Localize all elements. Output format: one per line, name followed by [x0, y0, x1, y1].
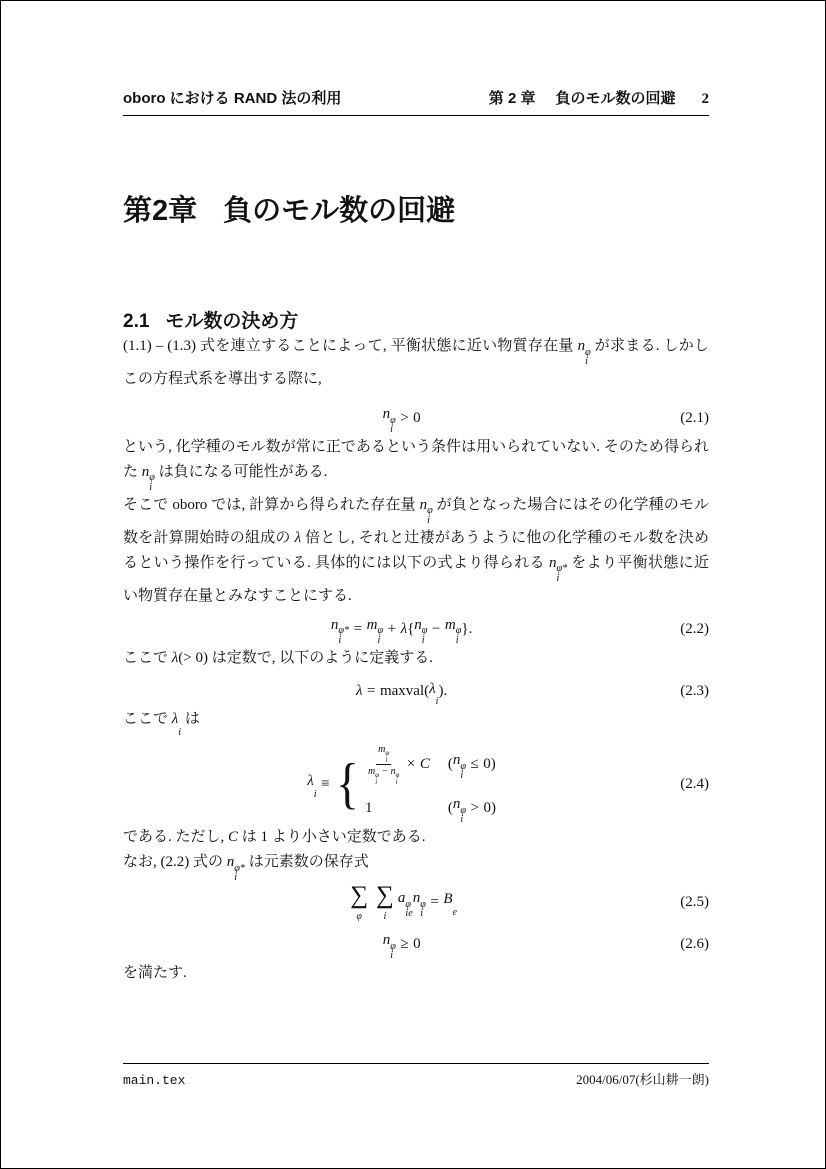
math-summation	[350, 883, 368, 922]
math-scripts	[385, 751, 389, 764]
cases-brace: {	[336, 753, 359, 816]
math-scripts	[234, 864, 245, 883]
math-subscript: i	[375, 778, 378, 786]
math-text: は 1 より小さい定数である.	[238, 829, 426, 846]
math-superscript: φ	[377, 625, 384, 637]
equation-number: (2.5)	[680, 894, 709, 911]
math-variable: n	[226, 854, 235, 871]
math-operator: >	[470, 800, 479, 817]
paragraph	[123, 850, 709, 883]
paragraph	[123, 825, 709, 850]
cases-expression	[365, 796, 430, 821]
math-variable: C	[419, 756, 430, 773]
math-text: をより平衡状態に近い物質存在量とみなすことにする.	[123, 554, 709, 604]
math-text: ).	[438, 683, 448, 700]
math-subsup	[331, 613, 349, 646]
math-cases	[334, 743, 496, 825]
math-variable: n	[390, 766, 396, 778]
math-text: は負になる可能性がある.	[154, 463, 328, 480]
math-text: 1	[364, 800, 373, 817]
math-superscript: φ*	[234, 862, 245, 874]
math-variable: λ	[171, 710, 179, 727]
math-operator: >	[400, 409, 409, 426]
math-operator: ≥	[400, 936, 409, 953]
math-scripts	[556, 564, 567, 583]
math-subsup	[390, 766, 400, 786]
math-operator: =	[353, 620, 363, 637]
math-subscript: i	[460, 770, 464, 782]
equation-math	[123, 613, 680, 646]
math-subsup	[429, 677, 438, 707]
math-scripts	[377, 626, 383, 645]
summation-index	[384, 912, 387, 922]
math-operator: =	[367, 683, 376, 700]
math-text: なお, (2.2) 式の	[123, 854, 227, 871]
equation-2-6	[123, 928, 709, 961]
math-text: 倍とし, それと辻褄があうように他の化学種のモル数を決めるという操作を行っている. 具体的には以下の式より得られる	[123, 529, 709, 571]
math-variable: n	[414, 616, 422, 633]
math-scripts	[390, 942, 396, 961]
math-operator: =	[430, 894, 439, 911]
equation-2-4	[123, 743, 709, 825]
math-text: }.	[461, 620, 473, 637]
math-subsup	[419, 496, 433, 527]
math-variable: n	[577, 338, 586, 354]
paragraph	[123, 435, 709, 493]
math-subscript: i	[390, 950, 394, 962]
math-text: (	[447, 800, 453, 817]
math-subsup	[413, 886, 426, 919]
math-superscript: φ	[405, 898, 411, 910]
math-fraction	[367, 743, 400, 786]
math-subsup	[548, 554, 568, 585]
math-scripts	[375, 773, 379, 786]
math-operator: −	[381, 766, 388, 778]
equation-number: (2.6)	[680, 936, 709, 953]
math-scripts	[405, 900, 412, 919]
chapter-number: 第2章	[123, 195, 198, 227]
math-subscript: i	[338, 635, 342, 647]
equation-2-5	[123, 883, 709, 922]
math-variable: n	[382, 932, 391, 949]
math-superscript: φ	[455, 625, 462, 637]
math-variable: C	[228, 829, 239, 846]
sigma-symbol: ∑	[350, 882, 369, 910]
math-subscript: i	[149, 482, 153, 494]
cases-condition	[448, 748, 496, 781]
fraction-denominator	[367, 765, 400, 786]
math-variable: i	[383, 911, 387, 923]
math-text: (	[447, 756, 453, 773]
math-text: {	[407, 620, 415, 637]
math-subscript: ie	[405, 908, 413, 920]
math-subsup	[383, 402, 396, 435]
math-scripts	[396, 773, 400, 786]
math-subscript: i	[420, 908, 424, 920]
page-footer	[123, 1063, 709, 1088]
math-superscript: φ*	[338, 625, 350, 637]
math-superscript: φ	[149, 472, 155, 484]
math-variable: λ	[356, 683, 363, 700]
math-superscript: φ	[585, 346, 591, 358]
math-text: は	[181, 710, 200, 727]
equation-math	[123, 743, 680, 825]
math-scripts	[178, 728, 181, 738]
paragraph	[123, 334, 709, 392]
math-text: 0)	[483, 756, 496, 773]
equation-number: (2.3)	[680, 683, 709, 700]
header-chapter-title: 負のモル数の回避	[555, 90, 676, 107]
math-variable: m	[367, 766, 376, 778]
page-number: 2	[701, 91, 709, 107]
math-subsup	[171, 710, 182, 738]
math-operator: ×	[406, 756, 416, 773]
math-text: ここで	[123, 710, 172, 727]
math-text: は元素数の保存式	[244, 854, 369, 871]
paragraph	[123, 493, 709, 609]
math-variable: λ	[171, 649, 179, 666]
paragraph	[123, 646, 709, 671]
math-variable: λ	[307, 773, 314, 790]
math-summation	[376, 883, 394, 922]
math-variable: n	[330, 616, 339, 633]
math-subsup	[141, 463, 155, 494]
equation-math	[123, 883, 680, 922]
math-operator: +	[387, 620, 397, 637]
math-subscript: i	[178, 726, 182, 738]
math-scripts	[453, 908, 458, 918]
math-subsup	[367, 613, 383, 646]
math-superscript: φ	[427, 505, 433, 517]
cases-condition	[448, 792, 496, 825]
math-subscript: i	[421, 635, 425, 647]
math-text: そこで oboro では, 計算から得られた存在量	[123, 496, 420, 513]
equation-math	[123, 928, 680, 961]
math-subscript: i	[377, 635, 381, 647]
math-variable: B	[443, 891, 453, 908]
equation-math	[123, 402, 680, 435]
math-scripts	[390, 416, 396, 435]
math-text: 0	[413, 936, 421, 953]
math-variable: m	[366, 616, 378, 633]
math-scripts	[422, 626, 428, 645]
math-variable: n	[141, 463, 150, 480]
math-variable: n	[452, 752, 461, 769]
math-scripts	[338, 626, 349, 645]
math-superscript: φ	[390, 940, 396, 952]
equation-number: (2.1)	[680, 409, 709, 426]
math-subscript: i	[455, 635, 459, 647]
math-superscript: φ	[375, 772, 379, 780]
math-subscript: e	[452, 907, 458, 918]
math-subsup	[445, 613, 461, 646]
math-superscript: φ	[421, 625, 428, 637]
math-subscript: i	[234, 872, 238, 884]
math-subscript: i	[313, 788, 317, 800]
math-subsup	[383, 928, 396, 961]
math-scripts	[314, 790, 317, 800]
math-scripts	[460, 806, 466, 825]
equation-2-2	[123, 613, 709, 646]
math-variable: n	[548, 554, 557, 571]
math-variable: n	[412, 890, 421, 907]
math-subscript: i	[585, 356, 588, 368]
math-subsup	[367, 766, 379, 786]
math-subscript: i	[556, 573, 560, 585]
math-variable: n	[452, 796, 461, 813]
math-variable: φ	[356, 911, 362, 923]
math-text: である. ただし,	[123, 829, 229, 846]
math-subsup	[577, 338, 591, 368]
chapter-title-text: 負のモル数の回避	[223, 195, 456, 227]
math-subsup	[443, 887, 457, 917]
math-subsup	[453, 792, 466, 825]
math-subsup	[378, 744, 390, 764]
math-variable: m	[444, 616, 456, 633]
math-subsup	[398, 886, 413, 919]
math-text: 0	[413, 409, 421, 426]
cases-rows	[365, 743, 496, 825]
section-title-text: モル数の決め方	[165, 311, 299, 332]
equation-2-1	[123, 402, 709, 435]
math-text: (1.1) – (1.3) 式を連立することによって, 平衡状態に近い物質存在量	[123, 338, 578, 354]
math-operator: −	[431, 620, 441, 637]
footer-date-author: 2004/06/07(杉山耕一朗)	[576, 1072, 709, 1087]
footer-filename: main.tex	[123, 1073, 186, 1088]
equation-2-3	[123, 677, 709, 707]
summation-index	[356, 912, 362, 922]
math-text: ここで	[123, 649, 172, 666]
math-superscript: φ	[460, 760, 466, 772]
math-operator: ≤	[470, 756, 479, 773]
math-subsup	[453, 748, 466, 781]
math-subscript: i	[395, 778, 398, 786]
chapter-title	[123, 193, 709, 230]
section-heading	[123, 310, 709, 334]
math-variable: n	[382, 405, 391, 422]
math-superscript: φ*	[556, 563, 568, 575]
equation-number: (2.4)	[680, 775, 709, 792]
paragraph	[123, 707, 709, 737]
math-text: 0)	[483, 800, 496, 817]
header-chapter-number: 第 2 章	[488, 90, 536, 107]
math-variable: λ	[294, 529, 302, 546]
math-subsup	[414, 613, 427, 646]
math-variable: n	[419, 496, 428, 513]
math-superscript: φ	[390, 414, 396, 426]
math-variable: m	[378, 744, 386, 756]
math-subscript: i	[460, 814, 464, 826]
equation-math	[123, 677, 680, 707]
math-subscript: i	[427, 515, 430, 527]
math-scripts	[420, 900, 426, 919]
math-variable: λ	[400, 620, 408, 637]
equation-number: (2.2)	[680, 620, 709, 637]
math-superscript: φ	[395, 772, 400, 780]
math-text: を満たす.	[123, 965, 187, 982]
math-text: が負となった場合にはその化学種のモル数を計算開始時の組成の	[123, 496, 709, 546]
math-subsup	[226, 854, 245, 884]
math-scripts	[460, 762, 466, 781]
math-superscript: φ	[385, 750, 390, 758]
math-superscript: φ	[420, 898, 426, 910]
math-variable: λ	[429, 680, 436, 697]
math-subsup	[307, 769, 316, 799]
math-variable: a	[397, 890, 406, 907]
math-text: (> 0) は定数で, 以下のように定義する.	[178, 649, 433, 666]
math-operator: ≡	[321, 775, 330, 792]
math-subscript: i	[390, 424, 393, 436]
math-text: という, 化学種のモル数が常に正であるという条件は用いられていない. そのため得られた	[123, 438, 709, 480]
math-subscript: i	[435, 696, 439, 708]
math-subscript: i	[385, 756, 388, 764]
header-left-title: oboro における RAND 法の利用	[123, 90, 342, 107]
cases-expression	[365, 743, 430, 786]
sigma-symbol: ∑	[376, 882, 394, 910]
section-number: 2.1	[123, 311, 150, 332]
math-text: が求まる. しかしこの方程式系を導出する際に,	[123, 338, 709, 387]
math-superscript: φ	[460, 804, 466, 816]
page-body	[123, 1, 709, 986]
math-text: maxval(	[379, 683, 430, 700]
paragraph	[123, 961, 709, 986]
fraction-numerator	[376, 743, 391, 765]
